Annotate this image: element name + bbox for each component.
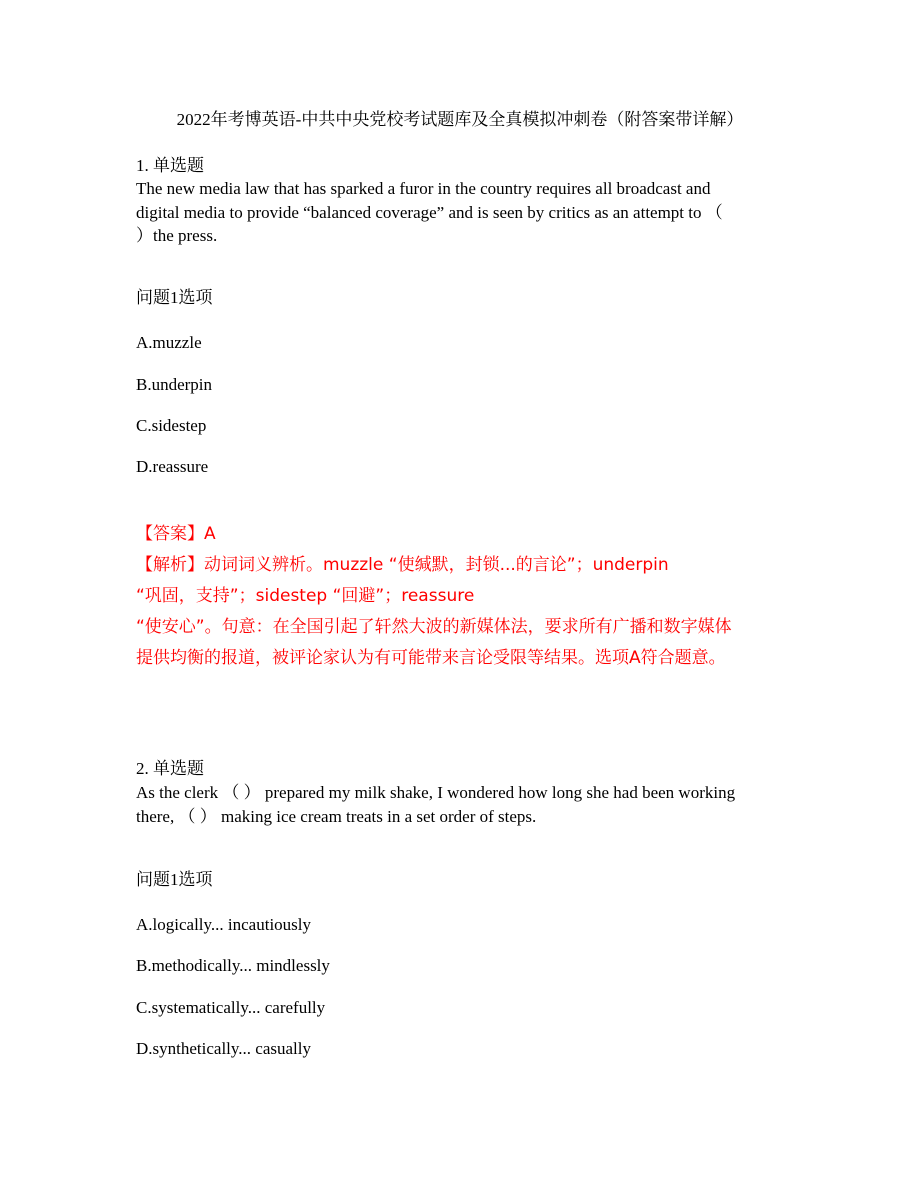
explanation-line: “巩固，支持”；sidestep “回避”；reassure [136,586,475,606]
stem-line: The new media law that has sparked a furor in the country requires all broadcast and [136,179,711,198]
question-1-number: 1. 单选题 [136,156,204,175]
stem-line: digital media to provide “balanced coverage” and is seen by critics as an attempt to （ [136,202,723,222]
answer-line: 【答案】A [136,524,216,544]
question-1-option-d: D.reassure [136,457,209,476]
document-title: 2022年考博英语-中共中央党校考试题库及全真模拟冲刺卷（附答案带详解） [176,110,744,129]
question-1-options-label: 问题1选项 [136,288,213,307]
question-1-stem [136,177,786,248]
question-2-number: 2. 单选题 [136,759,204,778]
question-1-option-c: C.sidestep [136,416,207,435]
question-1-option-b: B.underpin [136,375,213,394]
question-1-answer-block [136,519,796,674]
question-2-stem [136,781,786,828]
explanation-line: “使安心”。句意：在全国引起了轩然大波的新媒体法，要求所有广播和数字媒体 [136,617,732,637]
stem-line: ）the press. [136,226,218,245]
stem-line: there, （ ） making ice cream treats in a set order of steps. [136,806,537,826]
stem-line: As the clerk （ ） prepared my milk shake, I wondered how long she had been working [136,783,736,802]
question-2-option-d: D.synthetically... casually [136,1039,311,1058]
question-1-option-a: A.muzzle [136,333,202,352]
question-2-option-c: C.systematically... carefully [136,998,326,1017]
question-2-option-a: A.logically... incautiously [136,915,312,934]
question-2-options-label: 问题1选项 [136,870,213,889]
question-2-option-b: B.methodically... mindlessly [136,956,330,975]
explanation-line: 【解析】动词词义辨析。muzzle “使缄默，封锁...的言论”；underpin [136,555,669,575]
explanation-line: 提供均衡的报道，被评论家认为有可能带来言论受限等结果。选项A符合题意。 [136,648,726,668]
